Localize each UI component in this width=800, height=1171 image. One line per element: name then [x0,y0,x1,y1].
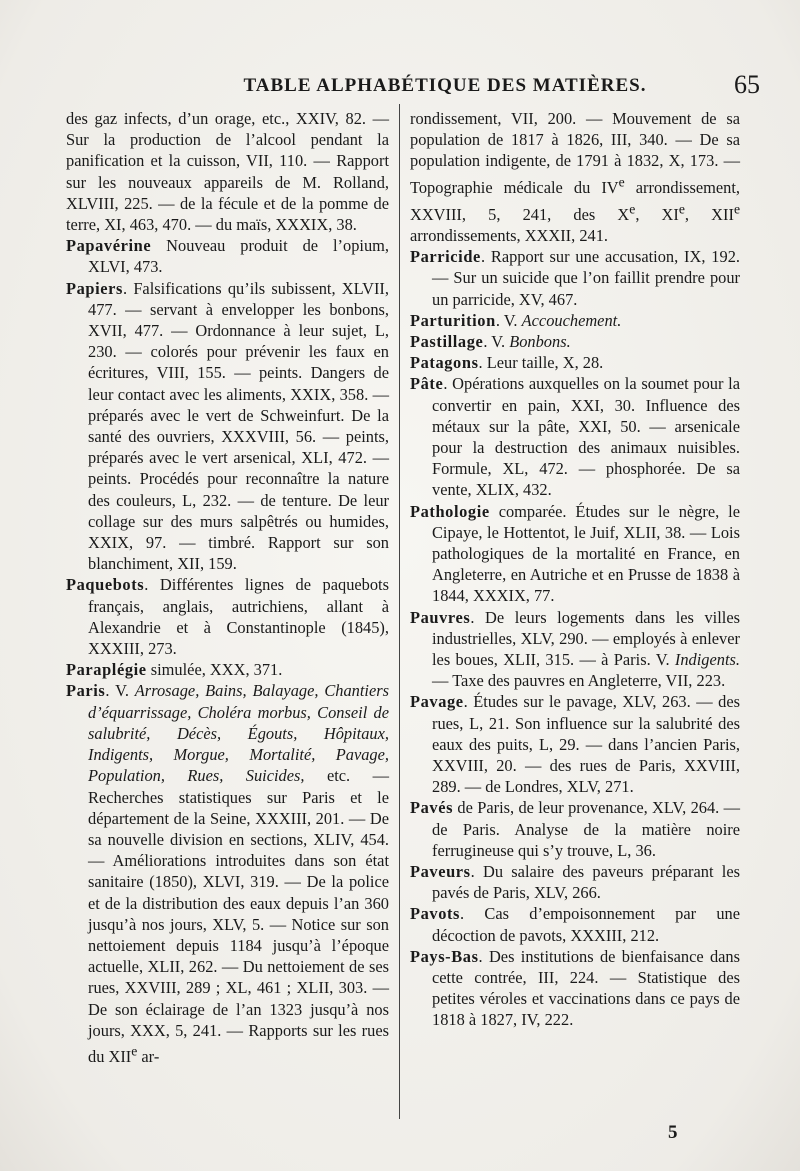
entry-headword: Pauvres [410,607,471,627]
entry-text: . Falsifications qu’ils subissent, XLVII, 477. — servant à envelopper les bonbons, XVII, 477. — Ordonnance à leur sujet, L, 230. — colorés pour prévenir les faux en écritures, VIII, 155. — peints. Dangers de leur contact avec les aliments, XXIX, 358. — préparés avec le vert de Schweinfurt. De la santé des ouvriers, XXXVIII, 56. — peints, préparés avec le vert arsenical, XLI, 472. — peints. Procédés pour reconnaître la nature des couleurs, L, 232. — de tenture. De leur collage sur des murs salpêtrés ou humides, XXIX, 97. — timbré. Rapport sur son blanchiment, XII, 159. [88,278,389,574]
entry-headword: Pavés [410,798,454,818]
entry-headword: Pathologie [410,501,490,521]
entry-headword: Pavage [410,692,464,712]
entry-headword: Pays-Bas [410,946,479,966]
entry-headword: Parricide [410,247,481,267]
index-entry-continuation [66,108,389,235]
index-entry [410,331,740,352]
entry-text: . Leur taille, X, 28. [478,353,604,373]
index-entry [66,659,389,680]
entry-headword: Paveurs [410,862,471,882]
index-entry [410,607,740,692]
entry-text-tail: — Taxe des pauvres en Angleterre, VII, 223. [432,671,726,691]
entry-headword: Paquebots [66,575,145,595]
entry-crossref: Accouchement. [521,310,622,330]
entry-headword: Pastillage [410,331,484,351]
entry-headword: Papiers [66,278,124,298]
entry-text: . Différentes lignes de paquebots français, anglais, autrichiens, allant à Alexandrie et à Constantinople (1845), XXXIII, 273. [88,575,389,659]
page-number: 65 [734,70,760,99]
entry-text: Nouveau produit de l’opium, XLVI, 473. [88,236,389,277]
header-title: TABLE ALPHABÉTIQUE DES MATIÈRES. [243,75,647,96]
entry-text: rondissement, VII, 200. — Mouvement de sa population de 1817 à 1826, III, 340. — De sa population indigente, de 1791 à 1832, X, 173. — Topographie médicale du IVe arrondissement, XXVIII, 5, 241, des Xe, XIe, XIIe arrondissements, XXXII, 241. [410,109,740,245]
entry-text: . Des institutions de bienfaisance dans cette contrée, III, 224. — Statistique des petites véroles et vaccinations dans ce pays de 1818 à 1827, IV, 222. [432,946,740,1030]
entry-text: . De leurs logements dans les villes industrielles, XLV, 290. — employés à enlever les boues, XLII, 315. — à Paris. V. [432,607,740,670]
entry-text: simulée, XXX, 371. [146,660,283,680]
entry-text-tail: etc. — Recherches statistiques sur Paris et le département de la Seine, XXXIII, 201. — De sa nouvelle division en sections, XLIV, 454. — Améliorations introduites dans son état sanitaire (1850), XLVI, 319. — De la police et de la distribution des eaux depuis l’an 360 jusqu’à nos jours, XLV, 5. — Notice sur son nettoiement depuis 1184 jusqu’à l’époque actuelle, XLII, 262. — Du nettoiement de ses rues, XXVIII, 289 ; XL, 461 ; XLII, 303. — De son éclairage de l’an 1323 jusqu’à nos jours, XXX, 5, 241. — Rapports sur les rues du XIIe ar- [88,766,389,1067]
index-entry [410,501,740,607]
entry-text: comparée. Études sur le nègre, le Cipaye, le Hottentot, le Juif, XLII, 38. — Lois pathologiques de la mortalité en France, en Angleterre, en Autriche et en Prusse de 1838 à 1844, XXXIX, 77. [432,501,740,606]
index-entry-continuation [410,108,740,246]
entry-text: . Rapport sur une accusation, IX, 192. — Sur un suicide que l’on faillit prendre pour un parricide, XV, 467. [432,247,740,309]
index-entry [66,574,389,659]
entry-headword: Parturition [410,310,496,330]
entry-headword: Patagons [410,353,479,373]
entry-headword: Pavots [410,904,461,924]
index-entry [410,310,740,331]
index-entry [410,373,740,500]
index-entry [410,246,740,310]
entry-text: de Paris, de leur provenance, XLV, 264. — de Paris. Analyse de la matière noire ferrugineuse qui s’y trouve, L, 36. [432,798,740,860]
entry-headword: Pâte [410,374,444,394]
entry-text: . V. [495,310,522,330]
right-column [410,108,740,1031]
index-entry [66,680,389,1067]
index-entry [410,691,740,797]
left-column [66,108,389,1068]
index-entry [410,352,740,373]
entry-text: . Opérations auxquelles on la soumet pour la convertir en pain, XXI, 30. Influence des métaux sur la pâte, XXI, 50. — arsenicale pour la destruction des animaux nuisibles. Formule, XL, 472. — phosphorée. De sa vente, XLIX, 432. [432,374,740,500]
entry-crossref: Indigents. [674,650,740,670]
entry-headword: Paris [66,681,106,701]
signature-mark: 5 [668,1122,678,1143]
entry-text: des gaz infects, d’un orage, etc., XXIV, 82. — Sur la production de l’alcool pendant la panification et la cuisson, VII, 110. — Rapport sur les nouveaux appareils de M. Rolland, XLVIII, 225. — de la fécule et de la pomme de terre, XI, 463, 470. — du maïs, XXXIX, 38. [66,109,389,235]
index-entry [410,861,740,903]
entry-headword: Papavérine [66,236,152,256]
column-divider [399,104,400,1119]
entry-text: . Cas d’empoisonnement par une décoction de pavots, XXXIII, 212. [432,904,740,945]
entry-headword: Paraplégie [66,660,147,680]
entry-crossref: Bonbons. [509,331,571,351]
index-entry [410,946,740,1031]
index-entry [410,903,740,945]
running-header [130,70,760,102]
entry-text: . Du salaire des paveurs préparant les pavés de Paris, XLV, 266. [432,862,740,903]
index-entry [66,278,389,575]
entry-crossref: Arrosage, Bains, Balayage, Chantiers d’équarrissage, Choléra morbus, Conseil de salubrité, Décès, Égouts, Hôpitaux, Indigents, Morgue, Mortalité, Pavage, Population, Rues, Suicides, [88,681,389,786]
index-entry [410,797,740,861]
index-entry [66,235,389,277]
entry-text: . Études sur le pavage, XLV, 263. — des rues, L, 21. Son influence sur la salubrité des eaux des puits, L, 29. — dans l’ancien Paris, XXVIII, 20. — des rues de Paris, XXVIII, 289. — de Londres, XLV, 271. [432,692,740,797]
entry-text: . V. [105,681,135,701]
entry-text: . V. [483,331,510,351]
